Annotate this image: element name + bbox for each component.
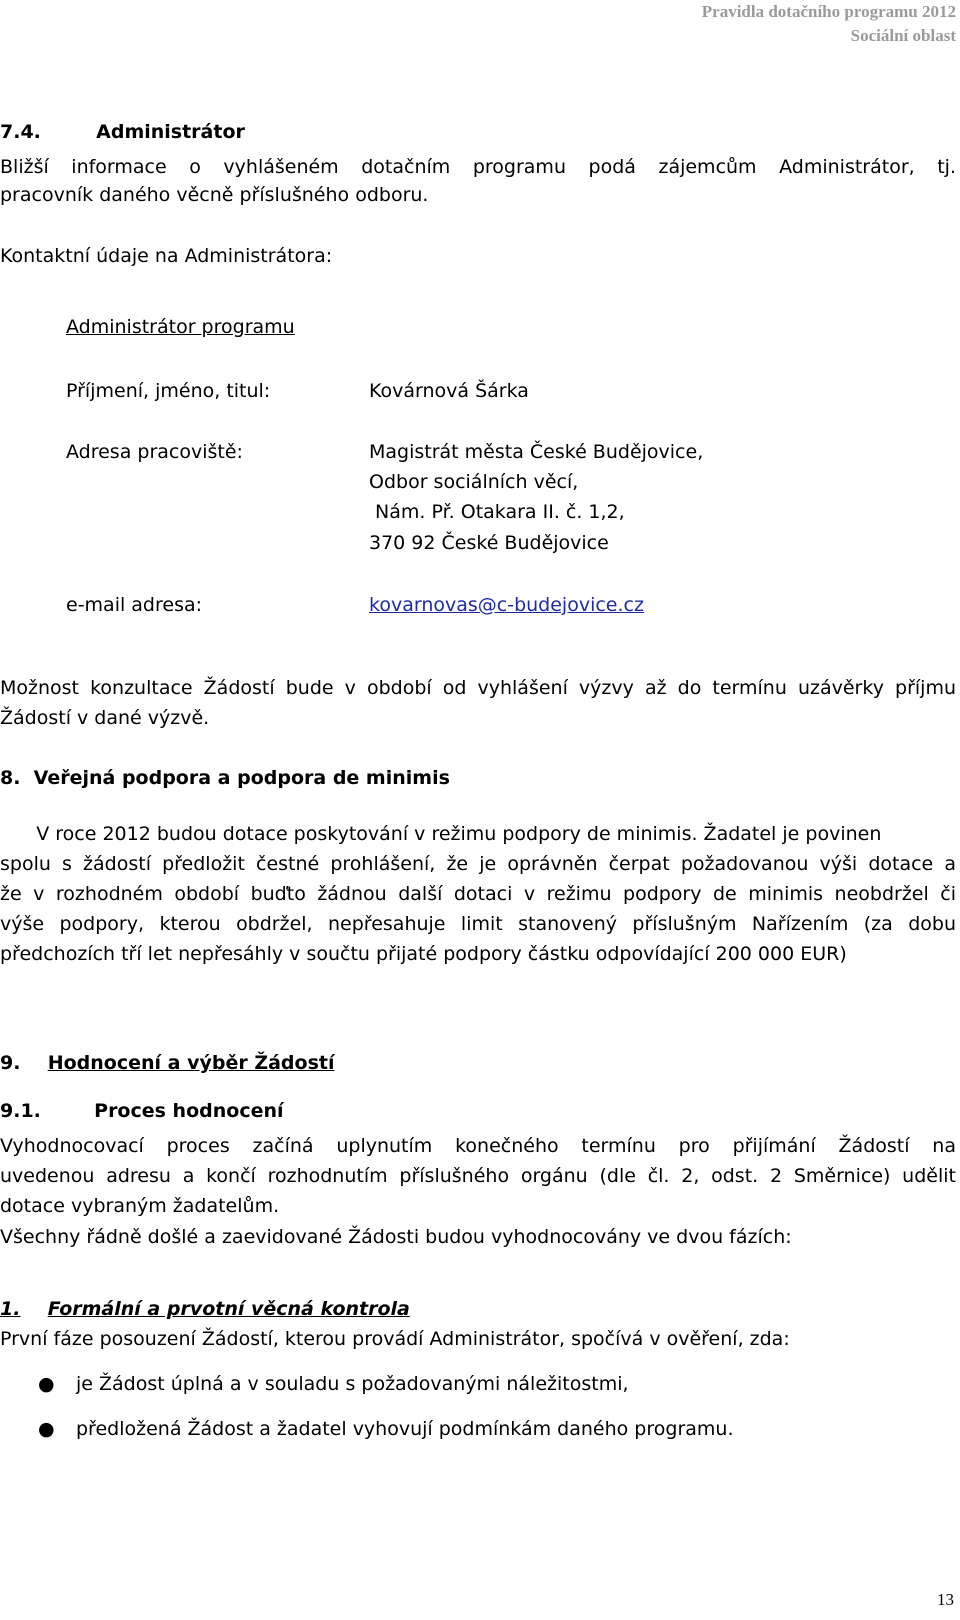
- page-number: 13: [937, 1590, 954, 1609]
- paragraph-line: uvedenou adresu a končí rozhodnutím příslušného orgánu (dle čl. 2, odst. 2 Směrnice) udělit: [0, 1165, 956, 1187]
- address-label: Adresa pracoviště:: [66, 441, 243, 463]
- phase-1-heading: [0, 1294, 410, 1324]
- subsection-title: Proces hodnocení: [94, 1100, 284, 1122]
- section-9-heading: [0, 1048, 334, 1078]
- phase-intro: První fáze posouzení Žádostí, kterou provádí Administrátor, spočívá v ověření, zda:: [0, 1328, 790, 1350]
- paragraph-line: V roce 2012 budou dotace poskytování v režimu podpory de minimis. Žadatel je povinen: [0, 823, 882, 845]
- paragraph-line: výše podpory, kterou obdržel, nepřesahuje limit stanovený příslušným Nařízením (za dobu: [0, 913, 956, 935]
- phase-title: Formální a prvotní věcná kontrola: [47, 1298, 410, 1320]
- subsection-number: 9.1.: [0, 1100, 41, 1122]
- paragraph-line: dotace vybraným žadatelům.: [0, 1195, 280, 1217]
- email-label: e-mail adresa:: [66, 594, 203, 616]
- administrator-heading: Administrátor programu: [66, 316, 295, 338]
- address-line: Magistrát města České Budějovice,: [369, 441, 704, 463]
- section-title: Hodnocení a výběr Žádostí: [47, 1052, 335, 1074]
- section-7-4-heading: [0, 117, 245, 147]
- name-value: Kovárnová Šárka: [369, 380, 529, 402]
- bullet-icon: ●: [38, 1418, 55, 1440]
- paragraph-line: Žádostí v dané výzvě.: [0, 707, 210, 729]
- section-8-heading: 8. Veřejná podpora a podpora de minimis: [0, 767, 450, 789]
- section-9-1-heading: [0, 1096, 284, 1126]
- name-label: Příjmení, jméno, titul:: [66, 380, 271, 402]
- address-line: 370 92 České Budějovice: [369, 532, 609, 554]
- section-number: 7.4.: [0, 121, 41, 143]
- paragraph-line: Bližší informace o vyhlášeném dotačním programu podá zájemcům Administrátor, tj.: [0, 156, 956, 178]
- email-link[interactable]: kovarnovas@c-budejovice.cz: [369, 594, 644, 616]
- address-line: Odbor sociálních věcí,: [369, 471, 579, 493]
- paragraph-line: Vyhodnocovací proces začíná uplynutím konečného termínu pro přijímání Žádostí na: [0, 1135, 956, 1157]
- address-line: Nám. Př. Otakara II. č. 1,2,: [369, 501, 625, 523]
- list-item: předložená Žádost a žadatel vyhovují podmínkám daného programu.: [76, 1418, 734, 1440]
- paragraph-line: Všechny řádně došlé a zaevidované Žádosti budou vyhodnocovány ve dvou fázích:: [0, 1226, 792, 1248]
- header-title: Pravidla dotačního programu 2012: [701, 2, 956, 21]
- paragraph-line: předchozích tří let nepřesáhly v součtu přijaté podpory částku odpovídající 200 000 EUR): [0, 943, 847, 965]
- paragraph-line: spolu s žádostí předložit čestné prohlášení, že je oprávněn čerpat požadovanou výši dotace a: [0, 853, 956, 875]
- section-title: Administrátor: [96, 121, 245, 143]
- list-item: je Žádost úplná a v souladu s požadovanými náležitostmi,: [76, 1373, 629, 1395]
- section-number: 9.: [0, 1052, 21, 1074]
- paragraph-line: pracovník daného věcně příslušného odboru.: [0, 184, 429, 206]
- phase-number: 1.: [0, 1298, 21, 1320]
- paragraph-line: že v rozhodném období buďto žádnou další dotaci v režimu podpory de minimis neobdržel či: [0, 883, 956, 905]
- paragraph-line: Možnost konzultace Žádostí bude v období od vyhlášení výzvy až do termínu uzávěrky příjmu: [0, 677, 956, 699]
- header-subtitle: Sociální oblast: [850, 26, 956, 45]
- bullet-icon: ●: [38, 1373, 55, 1395]
- contact-intro: Kontaktní údaje na Administrátora:: [0, 245, 333, 267]
